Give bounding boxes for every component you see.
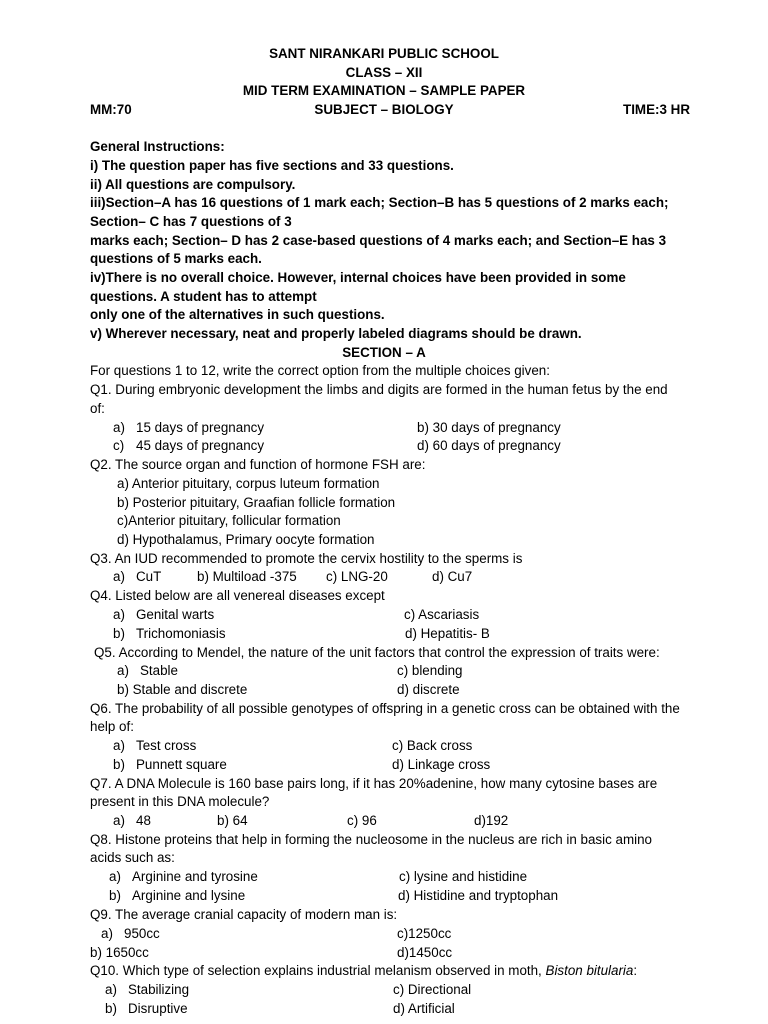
instruction-line: iii)Section–A has 16 questions of 1 mark each; Section–B has 5 questions of 2 marks each; xyxy=(90,195,669,210)
subject-label: SUBJECT – BIOLOGY xyxy=(314,102,454,117)
option-marker: a) xyxy=(113,420,125,435)
question-text xyxy=(90,962,637,980)
instruction-line: Section– C has 7 questions of 3 xyxy=(90,214,292,229)
option-marker: a) xyxy=(113,569,125,584)
question-text: Q3. An IUD recommended to promote the cervix hostility to the sperms is xyxy=(90,551,523,566)
option-b: b) Posterior pituitary, Graafian follicle formation xyxy=(117,495,396,510)
option-b: b) Stable and discrete xyxy=(117,682,248,697)
time-label: TIME:3 HR xyxy=(623,102,690,117)
option-d: d)1450cc xyxy=(397,945,453,960)
option-c: c) 96 xyxy=(347,813,377,828)
option-d: d) 60 days of pregnancy xyxy=(417,438,561,453)
class-label: CLASS – XII xyxy=(345,65,423,80)
question-text: Q8. Histone proteins that help in forming the nucleosome in the nucleus are rich in basic amino xyxy=(90,832,652,847)
option-marker: a) xyxy=(113,813,125,828)
option-a: CuT xyxy=(136,569,162,584)
max-marks: MM:70 xyxy=(90,102,132,117)
option-marker: a) xyxy=(113,738,125,753)
option-marker: a) xyxy=(105,982,117,997)
question-text: Q4. Listed below are all venereal diseases except xyxy=(90,588,385,603)
question-colon: : xyxy=(633,963,638,978)
option-a: 15 days of pregnancy xyxy=(136,420,265,435)
instruction-line: only one of the alternatives in such questions. xyxy=(90,307,385,322)
option-d: d) Linkage cross xyxy=(392,757,491,772)
option-b: b) 1650cc xyxy=(90,945,149,960)
option-b: b) Multiload -375 xyxy=(197,569,297,584)
option-a: Genital warts xyxy=(136,607,215,622)
option-d: d)192 xyxy=(474,813,509,828)
option-b: Disruptive xyxy=(128,1001,188,1016)
species-name: Biston bitularia xyxy=(545,963,634,978)
option-c: c) LNG-20 xyxy=(326,569,388,584)
instructions-title: General Instructions: xyxy=(90,139,225,154)
option-b: b) 30 days of pregnancy xyxy=(417,420,561,435)
option-c: c) Back cross xyxy=(392,738,473,753)
option-a: 950cc xyxy=(124,926,160,941)
option-a: Test cross xyxy=(136,738,197,753)
option-a: Arginine and tyrosine xyxy=(132,869,258,884)
option-c: c) blending xyxy=(397,663,463,678)
option-d: d) discrete xyxy=(397,682,460,697)
option-b: b) 64 xyxy=(217,813,248,828)
option-a: a) Anterior pituitary, corpus luteum formation xyxy=(117,476,380,491)
option-d: d) Artificial xyxy=(393,1001,455,1016)
instruction-line: questions. A student has to attempt xyxy=(90,289,317,304)
section-title: SECTION – A xyxy=(342,345,426,360)
option-marker: b) xyxy=(113,757,125,772)
question-text: Q7. A DNA Molecule is 160 base pairs long, if it has 20%adenine, how many cytosine bases are xyxy=(90,776,658,791)
option-a: Stabilizing xyxy=(128,982,190,997)
instruction-line: v) Wherever necessary, neat and properly labeled diagrams should be drawn. xyxy=(90,326,582,341)
option-c: c)1250cc xyxy=(397,926,452,941)
question-text: Q6. The probability of all possible genotypes of offspring in a genetic cross can be obtained with the xyxy=(90,701,680,716)
option-marker: a) xyxy=(117,663,129,678)
question-text: Q9. The average cranial capacity of modern man is: xyxy=(90,907,398,922)
option-d: d) Cu7 xyxy=(432,569,473,584)
instruction-line: marks each; Section– D has 2 case-based questions of 4 marks each; and Section–E has 3 xyxy=(90,233,667,248)
option-d: d) Histidine and tryptophan xyxy=(398,888,559,903)
question-text-main: Q10. Which type of selection explains industrial melanism observed in moth, xyxy=(90,963,542,978)
option-marker: b) xyxy=(105,1001,117,1016)
question-text: help of: xyxy=(90,719,134,734)
question-text: present in this DNA molecule? xyxy=(90,794,270,809)
option-marker: a) xyxy=(101,926,113,941)
option-c: c) Ascariasis xyxy=(404,607,480,622)
option-c: c)Anterior pituitary, follicular formation xyxy=(117,513,341,528)
option-b: Punnett square xyxy=(136,757,227,772)
instruction-line: ii) All questions are compulsory. xyxy=(90,177,296,192)
question-text: Q1. During embryonic development the limbs and digits are formed in the human fetus by the end xyxy=(90,382,668,397)
option-c: 45 days of pregnancy xyxy=(136,438,265,453)
option-b: Trichomoniasis xyxy=(136,626,226,641)
option-c: c) Directional xyxy=(393,982,472,997)
option-d: d) Hepatitis- B xyxy=(405,626,490,641)
option-marker: a) xyxy=(109,869,121,884)
option-a: 48 xyxy=(136,813,151,828)
option-marker: c) xyxy=(113,438,125,453)
question-text: Q2. The source organ and function of hormone FSH are: xyxy=(90,457,426,472)
option-marker: b) xyxy=(109,888,121,903)
option-marker: a) xyxy=(113,607,125,622)
section-intro: For questions 1 to 12, write the correct option from the multiple choices given: xyxy=(90,363,550,378)
option-marker: b) xyxy=(113,626,125,641)
question-text: Q5. According to Mendel, the nature of the unit factors that control the expression of traits were: xyxy=(94,645,660,660)
instruction-line: iv)There is no overall choice. However, internal choices have been provided in some xyxy=(90,270,626,285)
option-b: Arginine and lysine xyxy=(132,888,246,903)
school-name: SANT NIRANKARI PUBLIC SCHOOL xyxy=(269,46,499,61)
option-d: d) Hypothalamus, Primary oocyte formation xyxy=(117,532,375,547)
instruction-line: i) The question paper has five sections and 33 questions. xyxy=(90,158,454,173)
option-a: Stable xyxy=(140,663,178,678)
question-text: acids such as: xyxy=(90,850,175,865)
question-text: of: xyxy=(90,401,105,416)
instruction-line: questions of 5 marks each. xyxy=(90,251,262,266)
exam-title: MID TERM EXAMINATION – SAMPLE PAPER xyxy=(242,83,526,98)
option-c: c) lysine and histidine xyxy=(399,869,528,884)
